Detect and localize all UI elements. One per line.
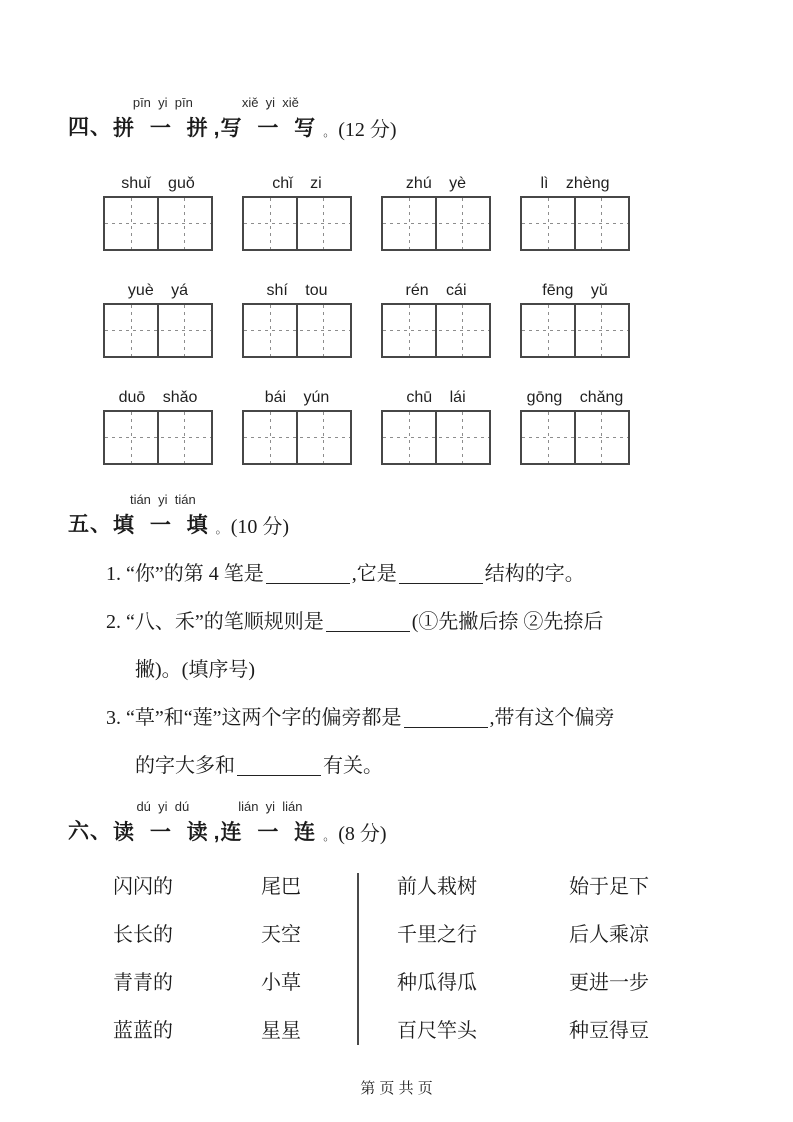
writing-box	[520, 196, 630, 251]
blank-line	[404, 708, 488, 728]
word-group	[381, 280, 491, 358]
pinyin-label: zhú yè	[405, 175, 467, 192]
writing-box	[381, 303, 491, 358]
question-2-line-1	[106, 607, 733, 637]
grid-row-2	[103, 280, 733, 358]
blank-line	[399, 564, 483, 584]
word-group	[520, 280, 630, 358]
pinyin-annotation: xiě yi xiě	[241, 95, 299, 110]
match-column-nouns	[261, 873, 301, 1045]
pinyin-label: rén cái	[405, 282, 467, 299]
match-item: 后人乘凉	[569, 924, 649, 946]
section-six-heading	[68, 799, 733, 847]
pinyin-label: chǐ zi	[272, 175, 322, 192]
pinyin-label: shí tou	[266, 282, 328, 299]
grid-row-3	[103, 387, 733, 465]
section-five-questions	[106, 559, 733, 781]
question-text: “草”和“莲”这两个字的偏旁都是	[126, 707, 402, 729]
pinyin-label: yuè yá	[127, 282, 189, 299]
pinyin-label: gōng chǎng	[526, 389, 624, 406]
title-hanzi: 填 一 填	[113, 514, 213, 537]
match-item: 青青的	[113, 972, 173, 994]
question-3-line-1	[106, 703, 733, 733]
writing-box	[381, 196, 491, 251]
section-number: 五、	[68, 513, 112, 536]
section-score: (10 分)	[230, 516, 290, 538]
question-1	[106, 559, 733, 589]
section-number: 六、	[68, 820, 112, 843]
match-item: 长长的	[113, 924, 173, 946]
word-group	[520, 387, 630, 465]
pinyin-annotation: tián yi tián	[129, 492, 196, 507]
page-footer: 第 页 共 页	[360, 1080, 433, 1097]
match-column-adjectives	[113, 873, 173, 1045]
title-word-with-pinyin	[113, 799, 213, 847]
section-score: (8 分)	[338, 823, 387, 845]
match-item: 闪闪的	[113, 876, 173, 898]
title-word-with-pinyin	[113, 95, 213, 143]
question-text: “你”的第 4 笔是	[126, 563, 264, 585]
title-period: 。	[323, 125, 336, 139]
title-hanzi: 写 一 写	[220, 117, 321, 140]
match-group-right	[359, 873, 649, 1045]
blank-line	[326, 612, 410, 632]
pinyin-label: bái yún	[264, 389, 330, 406]
question-2-line-2	[106, 655, 733, 685]
question-text: ,它是	[351, 563, 397, 585]
writing-box	[103, 410, 213, 465]
word-group	[242, 387, 352, 465]
question-text: 撇)。(填序号)	[135, 659, 255, 681]
title-word-with-pinyin	[221, 95, 321, 143]
word-group	[103, 173, 213, 251]
pinyin-label: lì zhèng	[540, 175, 610, 192]
writing-box	[103, 303, 213, 358]
match-item: 更进一步	[569, 972, 649, 994]
match-item: 百尺竿头	[397, 1020, 477, 1042]
match-column-idiom-second	[569, 873, 649, 1045]
blank-line	[237, 756, 321, 776]
title-word-with-pinyin	[221, 799, 321, 847]
title-word-with-pinyin	[113, 492, 213, 540]
writing-box	[520, 303, 630, 358]
pinyin-annotation: lián yi lián	[238, 799, 303, 814]
pinyin-annotation: dú yi dú	[136, 799, 190, 814]
match-item: 星星	[261, 1020, 301, 1042]
writing-box	[520, 410, 630, 465]
word-group	[103, 280, 213, 358]
writing-box	[242, 196, 352, 251]
match-item: 前人栽树	[397, 876, 477, 898]
question-3-line-2	[106, 751, 733, 781]
question-number: 2.	[106, 611, 121, 633]
section-score: (12 分)	[338, 119, 397, 141]
word-group	[381, 387, 491, 465]
match-item: 天空	[261, 924, 301, 946]
match-group-left	[113, 873, 359, 1045]
match-item: 蓝蓝的	[113, 1020, 173, 1042]
word-group	[520, 173, 630, 251]
title-hanzi: 拼 一 拼	[113, 117, 213, 140]
question-text: “八、禾”的笔顺规则是	[126, 611, 324, 633]
pinyin-annotation: pīn yi pīn	[132, 95, 193, 110]
pinyin-label: fēng yǔ	[542, 282, 608, 299]
blank-line	[266, 564, 350, 584]
match-item: 始于足下	[569, 876, 649, 898]
question-text: 结构的字。	[484, 563, 585, 585]
title-comma: ,	[213, 821, 220, 844]
match-item: 种豆得豆	[569, 1020, 649, 1042]
writing-box	[242, 303, 352, 358]
title-period: 。	[215, 522, 228, 536]
writing-grid-area	[103, 173, 733, 465]
section-four-heading	[68, 95, 733, 143]
section-number: 四、	[68, 116, 112, 139]
section-five-heading	[68, 492, 733, 540]
matching-exercise	[113, 873, 733, 1045]
title-comma: ,	[213, 117, 220, 140]
question-number: 3.	[106, 707, 121, 729]
question-text: 的字大多和	[135, 755, 235, 777]
match-item: 种瓜得瓜	[397, 972, 477, 994]
match-item: 小草	[261, 972, 301, 994]
question-number: 1.	[106, 563, 121, 585]
writing-box	[381, 410, 491, 465]
word-group	[242, 173, 352, 251]
word-group	[103, 387, 213, 465]
pinyin-label: duō shǎo	[118, 389, 198, 406]
title-hanzi: 读 一 读	[113, 821, 213, 844]
word-group	[242, 280, 352, 358]
title-period: 。	[323, 829, 336, 843]
writing-box	[242, 410, 352, 465]
writing-box	[103, 196, 213, 251]
match-column-idiom-first	[397, 873, 477, 1045]
question-text: (①先撇后捺 ②先捺后	[411, 611, 604, 633]
question-text: 有关。	[323, 755, 383, 777]
word-group	[381, 173, 491, 251]
pinyin-label: chū lái	[406, 389, 466, 406]
grid-row-1	[103, 173, 733, 251]
question-text: ,带有这个偏旁	[489, 707, 615, 729]
match-item: 千里之行	[397, 924, 477, 946]
title-hanzi: 连 一 连	[220, 821, 321, 844]
pinyin-label: shuǐ guǒ	[121, 175, 195, 192]
match-item: 尾巴	[261, 876, 301, 898]
